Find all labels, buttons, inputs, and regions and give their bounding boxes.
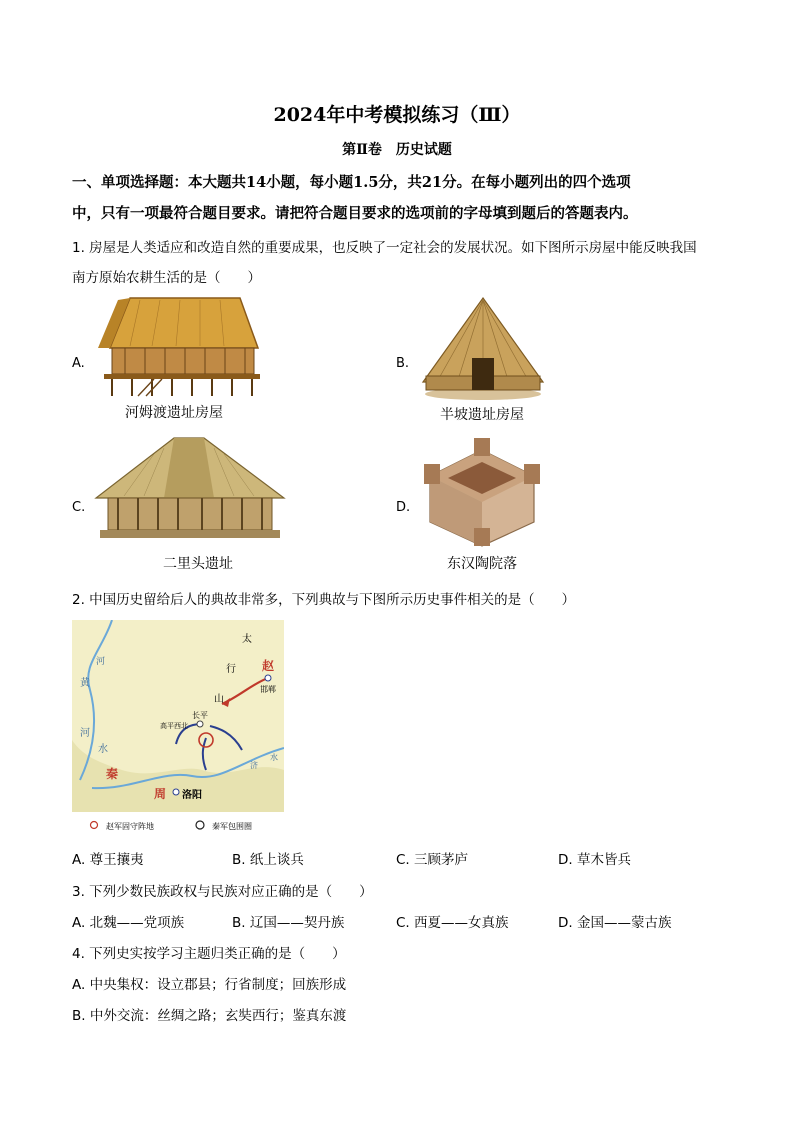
q1-stem-line2: 南方原始农耕生活的是（ ）	[72, 270, 261, 286]
q2-stem: 2. 中国历史留给后人的典故非常多，下列典故与下图所示历史事件相关的是（ ）	[72, 592, 576, 608]
q2-choice-b[interactable]: B. 纸上谈兵	[232, 852, 304, 868]
banpo-house-image	[418, 296, 548, 402]
page-title: 2024年中考模拟练习（Ⅲ）	[273, 104, 521, 126]
map-label-zhao: 赵	[262, 659, 275, 673]
map-label-luoyang: 洛阳	[182, 790, 202, 801]
q1-option-c-letter[interactable]: C.	[72, 500, 86, 515]
map-label-shan: 山	[214, 694, 224, 705]
legend-qin-icon	[196, 821, 204, 829]
q1-option-d-letter[interactable]: D.	[396, 500, 411, 515]
q3-choice-b[interactable]: B. 辽国——契丹族	[232, 915, 345, 931]
q3-stem: 3. 下列少数民族政权与民族对应正确的是（ ）	[72, 884, 373, 900]
map-label-he: 河	[96, 657, 106, 667]
q2-choice-a[interactable]: A. 尊王攘夷	[72, 852, 144, 868]
q4-choice-b[interactable]: B. 中外交流：丝绸之路；玄奘西行；鉴真东渡	[72, 1008, 347, 1024]
q1-option-b-caption: 半坡遗址房屋	[440, 407, 524, 423]
page-subtitle: 第Ⅱ卷 历史试题	[342, 142, 452, 158]
q3-choice-c[interactable]: C. 西夏——女真族	[396, 915, 509, 931]
map-label-huang: 黄	[80, 678, 90, 689]
map-legend-zhao: 赵军固守阵地	[106, 822, 154, 831]
section-instructions-line1: 一、单项选择题：本大题共14小题，每小题1.5分，共21分。在每小题列出的四个选项	[72, 174, 631, 191]
q1-option-d-caption: 东汉陶院落	[447, 556, 517, 572]
q4-stem: 4. 下列史实按学习主题归类正确的是（ ）	[72, 946, 346, 962]
map-label-he2: 河	[80, 728, 90, 739]
map-label-zhou: 周	[154, 787, 167, 801]
q1-option-b-letter[interactable]: B.	[396, 356, 410, 371]
map-legend-qin: 秦军包围圈	[212, 822, 252, 831]
legend-zhao-icon	[91, 822, 98, 829]
erlitou-house-image	[94, 436, 286, 548]
q3-choice-a[interactable]: A. 北魏——党项族	[72, 915, 185, 931]
map-label-qin: 秦	[106, 767, 119, 781]
map-label-ji: 济	[250, 761, 258, 770]
q2-choice-d[interactable]: D. 草木皆兵	[558, 852, 631, 868]
q1-option-a-letter[interactable]: A.	[72, 356, 85, 371]
map-label-tai: 太	[242, 634, 252, 645]
map-label-gaoping: 高平西北	[160, 722, 188, 730]
map-label-shui2: 水	[270, 753, 278, 762]
map-label-hang: 行	[226, 664, 236, 675]
q4-choice-a[interactable]: A. 中央集权：设立郡县；行省制度；回族形成	[72, 977, 347, 993]
section-instructions-line2: 中，只有一项最符合题目要求。请把符合题目要求的选项前的字母填到题后的答题表内。	[72, 205, 638, 222]
changping-battle-map	[72, 620, 284, 836]
q1-stem-line1: 1. 房屋是人类适应和改造自然的重要成果，也反映了一定社会的发展状况。如下图所示房屋中能反映我国	[72, 240, 697, 256]
map-label-handan: 邯郸	[260, 685, 276, 694]
hemudu-house-image	[90, 296, 260, 400]
q2-choice-c[interactable]: C. 三顾茅庐	[396, 852, 469, 868]
q1-option-a-caption: 河姆渡遗址房屋	[125, 405, 223, 421]
map-label-changping: 长平	[192, 711, 208, 720]
map-label-shui: 水	[98, 744, 108, 755]
q3-choice-d[interactable]: D. 金国——蒙古族	[558, 915, 672, 931]
q1-option-c-caption: 二里头遗址	[163, 556, 233, 572]
eastern-han-courtyard-image	[420, 436, 544, 548]
